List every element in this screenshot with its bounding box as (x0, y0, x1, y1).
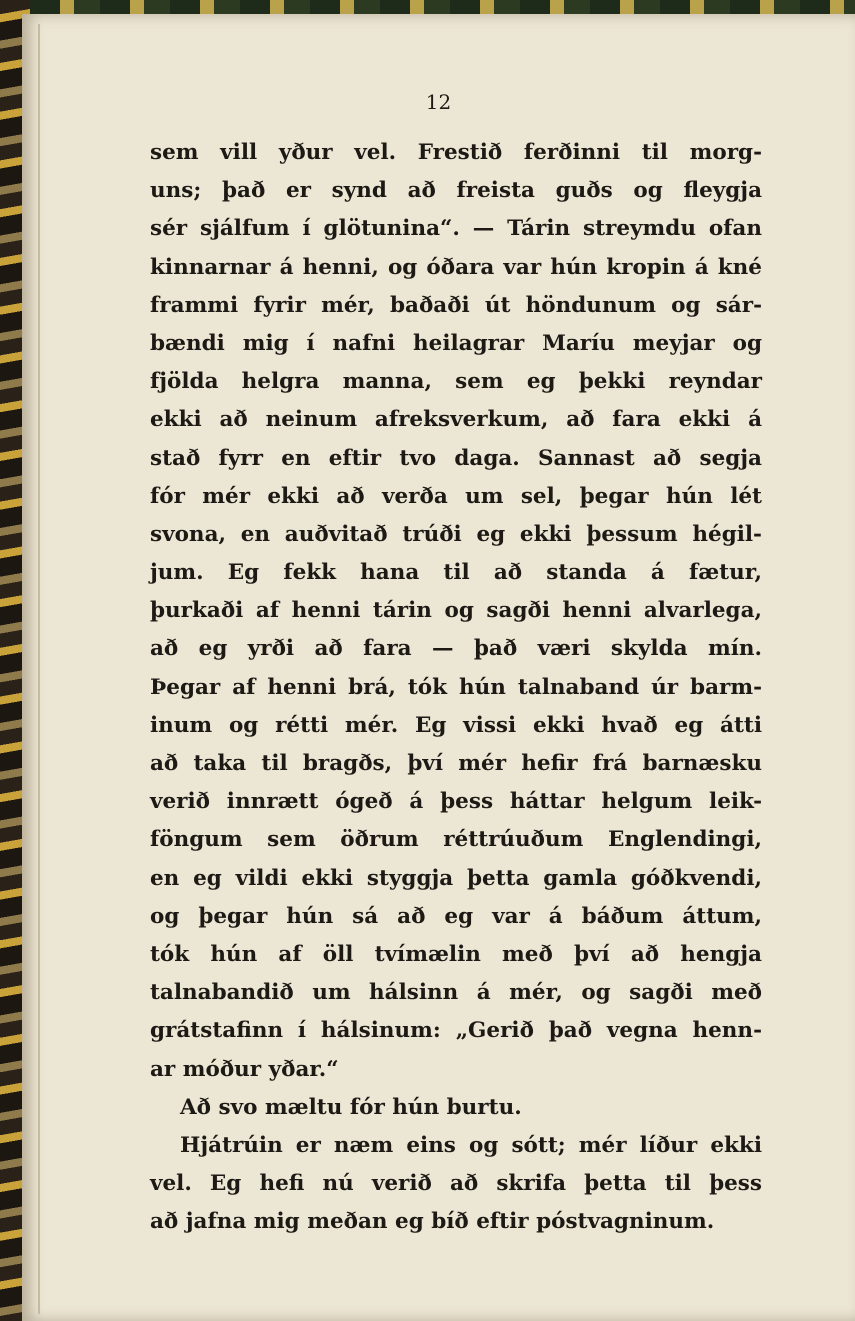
text-line: grátstafinn í hálsinum: „Gerið það vegna henn- (150, 1018, 762, 1044)
text-line: tók hún af öll tvímælin með því að hengja (150, 941, 762, 967)
text-line: fjölda helgra manna, sem eg þekki reyndar (150, 369, 762, 395)
text-line: að jafna mig meðan eg bíð eftir póstvagninum. (150, 1209, 715, 1235)
gutter-line (38, 24, 40, 1314)
text-line: sem vill yður vel. Frestið ferðinni til morg- (150, 140, 762, 165)
text-line: frammi fyrir mér, baðaði út höndunum og sár- (150, 292, 762, 318)
text-line: og þegar hún sá að eg var á báðum áttum, (150, 903, 762, 929)
text-line: verið innrætt ógeð á þess háttar helgum leik- (150, 789, 762, 815)
text-line: bændi mig í nafni heilagrar Maríu meyjar og (150, 330, 762, 356)
text-line: talnabandið um hálsinn á mér, og sagði með (150, 980, 762, 1006)
text-line: föngum sem öðrum réttrúuðum Englendingi, (150, 827, 762, 853)
body-text (150, 134, 762, 1241)
text-line: sér sjálfum í glötunina“. — Tárin streymdu ofan (150, 216, 762, 242)
text-line: inum og rétti mér. Eg vissi ekki hvað eg átti (150, 712, 762, 738)
text-line: fór mér ekki að verða um sel, þegar hún lét (150, 483, 762, 509)
page-number: 12 (425, 90, 452, 114)
text-line: að eg yrði að fara — það væri skylda mín. (150, 636, 762, 662)
text-line: uns; það er synd að freista guðs og fleygja (150, 178, 762, 204)
text-line: en eg vildi ekki styggja þetta gamla góðkvendi, (150, 865, 762, 891)
text-line: kinnarnar á henni, og óðara var hún kropin á kné (150, 254, 762, 280)
book-page (22, 14, 855, 1321)
text-line: Þegar af henni brá, tók hún talnaband úr barm- (150, 674, 762, 700)
text-line: stað fyrr en eftir tvo daga. Sannast að segja (150, 445, 762, 471)
text-line: vel. Eg hefi nú verið að skrifa þetta til þess (150, 1171, 762, 1197)
text-line: þurkaði af henni tárin og sagði henni alvarlega, (150, 598, 762, 624)
text-line: ar móður yðar.“ (150, 1056, 339, 1082)
text-line: jum. Eg fekk hana til að standa á fætur, (150, 560, 762, 586)
text-line: svona, en auðvitað trúði eg ekki þessum hégil- (150, 521, 762, 547)
text-line: ekki að neinum afreksverkum, að fara ekki á (150, 407, 762, 433)
text-line: að taka til bragðs, því mér hefir frá barnæsku (150, 751, 762, 776)
text-line: Hjátrúin er næm eins og sótt; mér líður ekki (180, 1132, 762, 1158)
text-line: Að svo mæltu fór hún burtu. (180, 1094, 522, 1120)
